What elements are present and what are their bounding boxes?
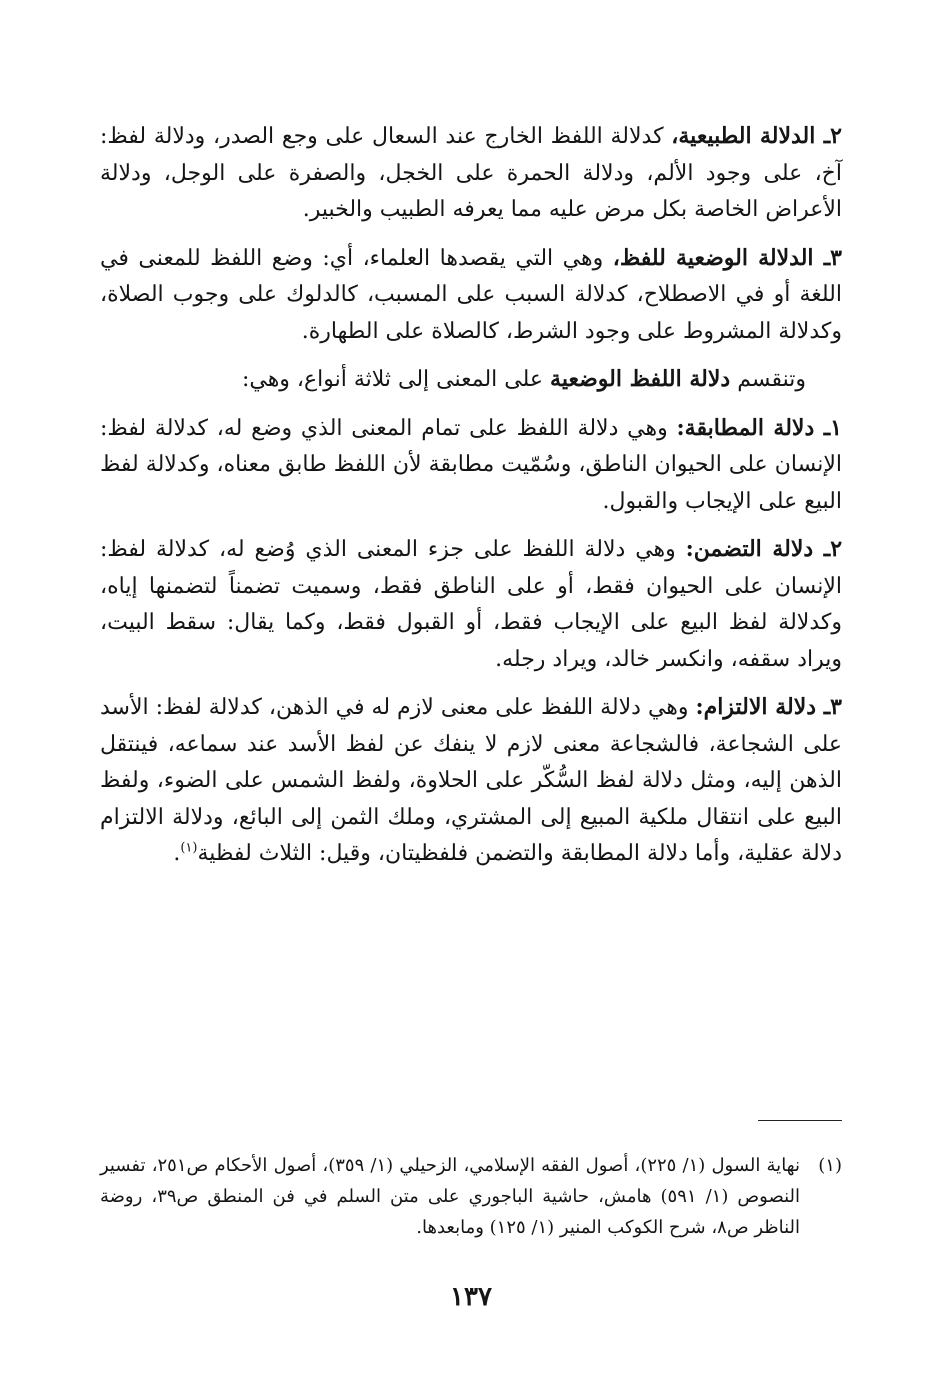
paragraph-conventional-indication xyxy=(100,240,842,351)
paragraph-correspondence xyxy=(100,410,842,521)
paragraph-implication xyxy=(100,689,842,873)
paragraph-division-intro xyxy=(100,361,842,399)
paragraph-natural-indication xyxy=(100,118,842,229)
footnote-reference[interactable]: (١) xyxy=(180,840,198,856)
paragraph-body: كدلالة اللفظ الخارج عند السعال على وجع الصدر، ودلالة لفظ: آخ، على وجود الألم، ودلالة الحمرة على الخجل، والصفرة على الوجل، ودلالة الأعراض الخاصة بكل مرض عليه مما يعرفه الطبيب والخبير. xyxy=(100,124,842,222)
paragraph-heading: ٢ـ دلالة التضمن: xyxy=(685,536,843,562)
footnote-number: (١) xyxy=(818,1155,842,1176)
paragraph-prefix: وتنقسم xyxy=(730,367,806,392)
paragraph-heading: ٣ـ الدلالة الوضعية للفظ، xyxy=(612,244,842,271)
paragraph-body: وهي دلالة اللفظ على جزء المعنى الذي وُضع له، كدلالة لفظ: الإنسان على الحيوان فقط، أو على الناطق فقط، وسميت تضمناً لتضمنها إياه، وكدلالة لفظ البيع على الإيجاب فقط، أو القبول فقط، وكما يقال: سقط البيت، ويراد سقفه، وانكسر خالد، ويراد رجله. xyxy=(100,537,842,672)
paragraph-heading: ٢ـ الدلالة الطبيعية، xyxy=(671,123,842,149)
paragraph-heading: دلالة اللفظ الوضعية xyxy=(550,366,731,392)
paragraph-heading: ٣ـ دلالة الالتزام: xyxy=(695,694,842,720)
paragraph-inclusion xyxy=(100,531,842,678)
footnote-text: نهاية السول (١/ ٢٢٥)، أصول الفقه الإسلامي، الزحيلي (١/ ٣٥٩)، أصول الأحكام ص٢٥١، تفسير النصوص (١/ ٥٩١) هامش، حاشية الباجوري على متن السلم في فن المنطق ص٣٩، روضة الناظر ص٨، شرح الكوكب المنير (١/ ١٢٥) ومابعدها. xyxy=(100,1155,801,1238)
paragraph-tail: . xyxy=(173,841,181,866)
paragraph-body: وهي دلالة اللفظ على معنى لازم له في الذهن، كدلالة لفظ: الأسد على الشجاعة، فالشجاعة معنى لازم لا ينفك عن لفظ الأسد عند سماعه، فينتقل الذهن إليه، ومثل دلالة لفظ السُّكّر على الحلاوة، ولفظ الشمس على الضوء، ولفظ البيع على انتقال ملكية المبيع إلى المشتري، وملك الثمن إلى البائع، ودلالة الالتزام دلالة عقلية، وأما دلالة المطابقة والتضمن فلفظيتان، وقيل: الثلاث لفظية xyxy=(100,695,842,866)
footnote xyxy=(100,1150,842,1243)
footnote-divider xyxy=(758,1120,842,1121)
paragraph-body: وهي التي يقصدها العلماء، أي: وضع اللفظ للمعنى في اللغة أو في الاصطلاح، كدلالة السبب على المسبب، كالدلوك على وجوب الصلاة، وكدلالة المشروط على وجود الشرط، كالصلاة على الطهارة. xyxy=(100,245,842,344)
paragraph-body: وهي دلالة اللفظ على تمام المعنى الذي وضع له، كدلالة لفظ: الإنسان على الحيوان الناطق، وسُمّيت مطابقة لأن اللفظ طابق معناه، وكدلالة لفظ البيع على الإيجاب والقبول. xyxy=(100,415,842,514)
main-text xyxy=(100,118,842,884)
page-number: ١٣٧ xyxy=(450,1282,492,1312)
paragraph-body: على المعنى إلى ثلاثة أنواع، وهي: xyxy=(241,367,551,392)
paragraph-heading: ١ـ دلالة المطابقة: xyxy=(676,414,842,441)
